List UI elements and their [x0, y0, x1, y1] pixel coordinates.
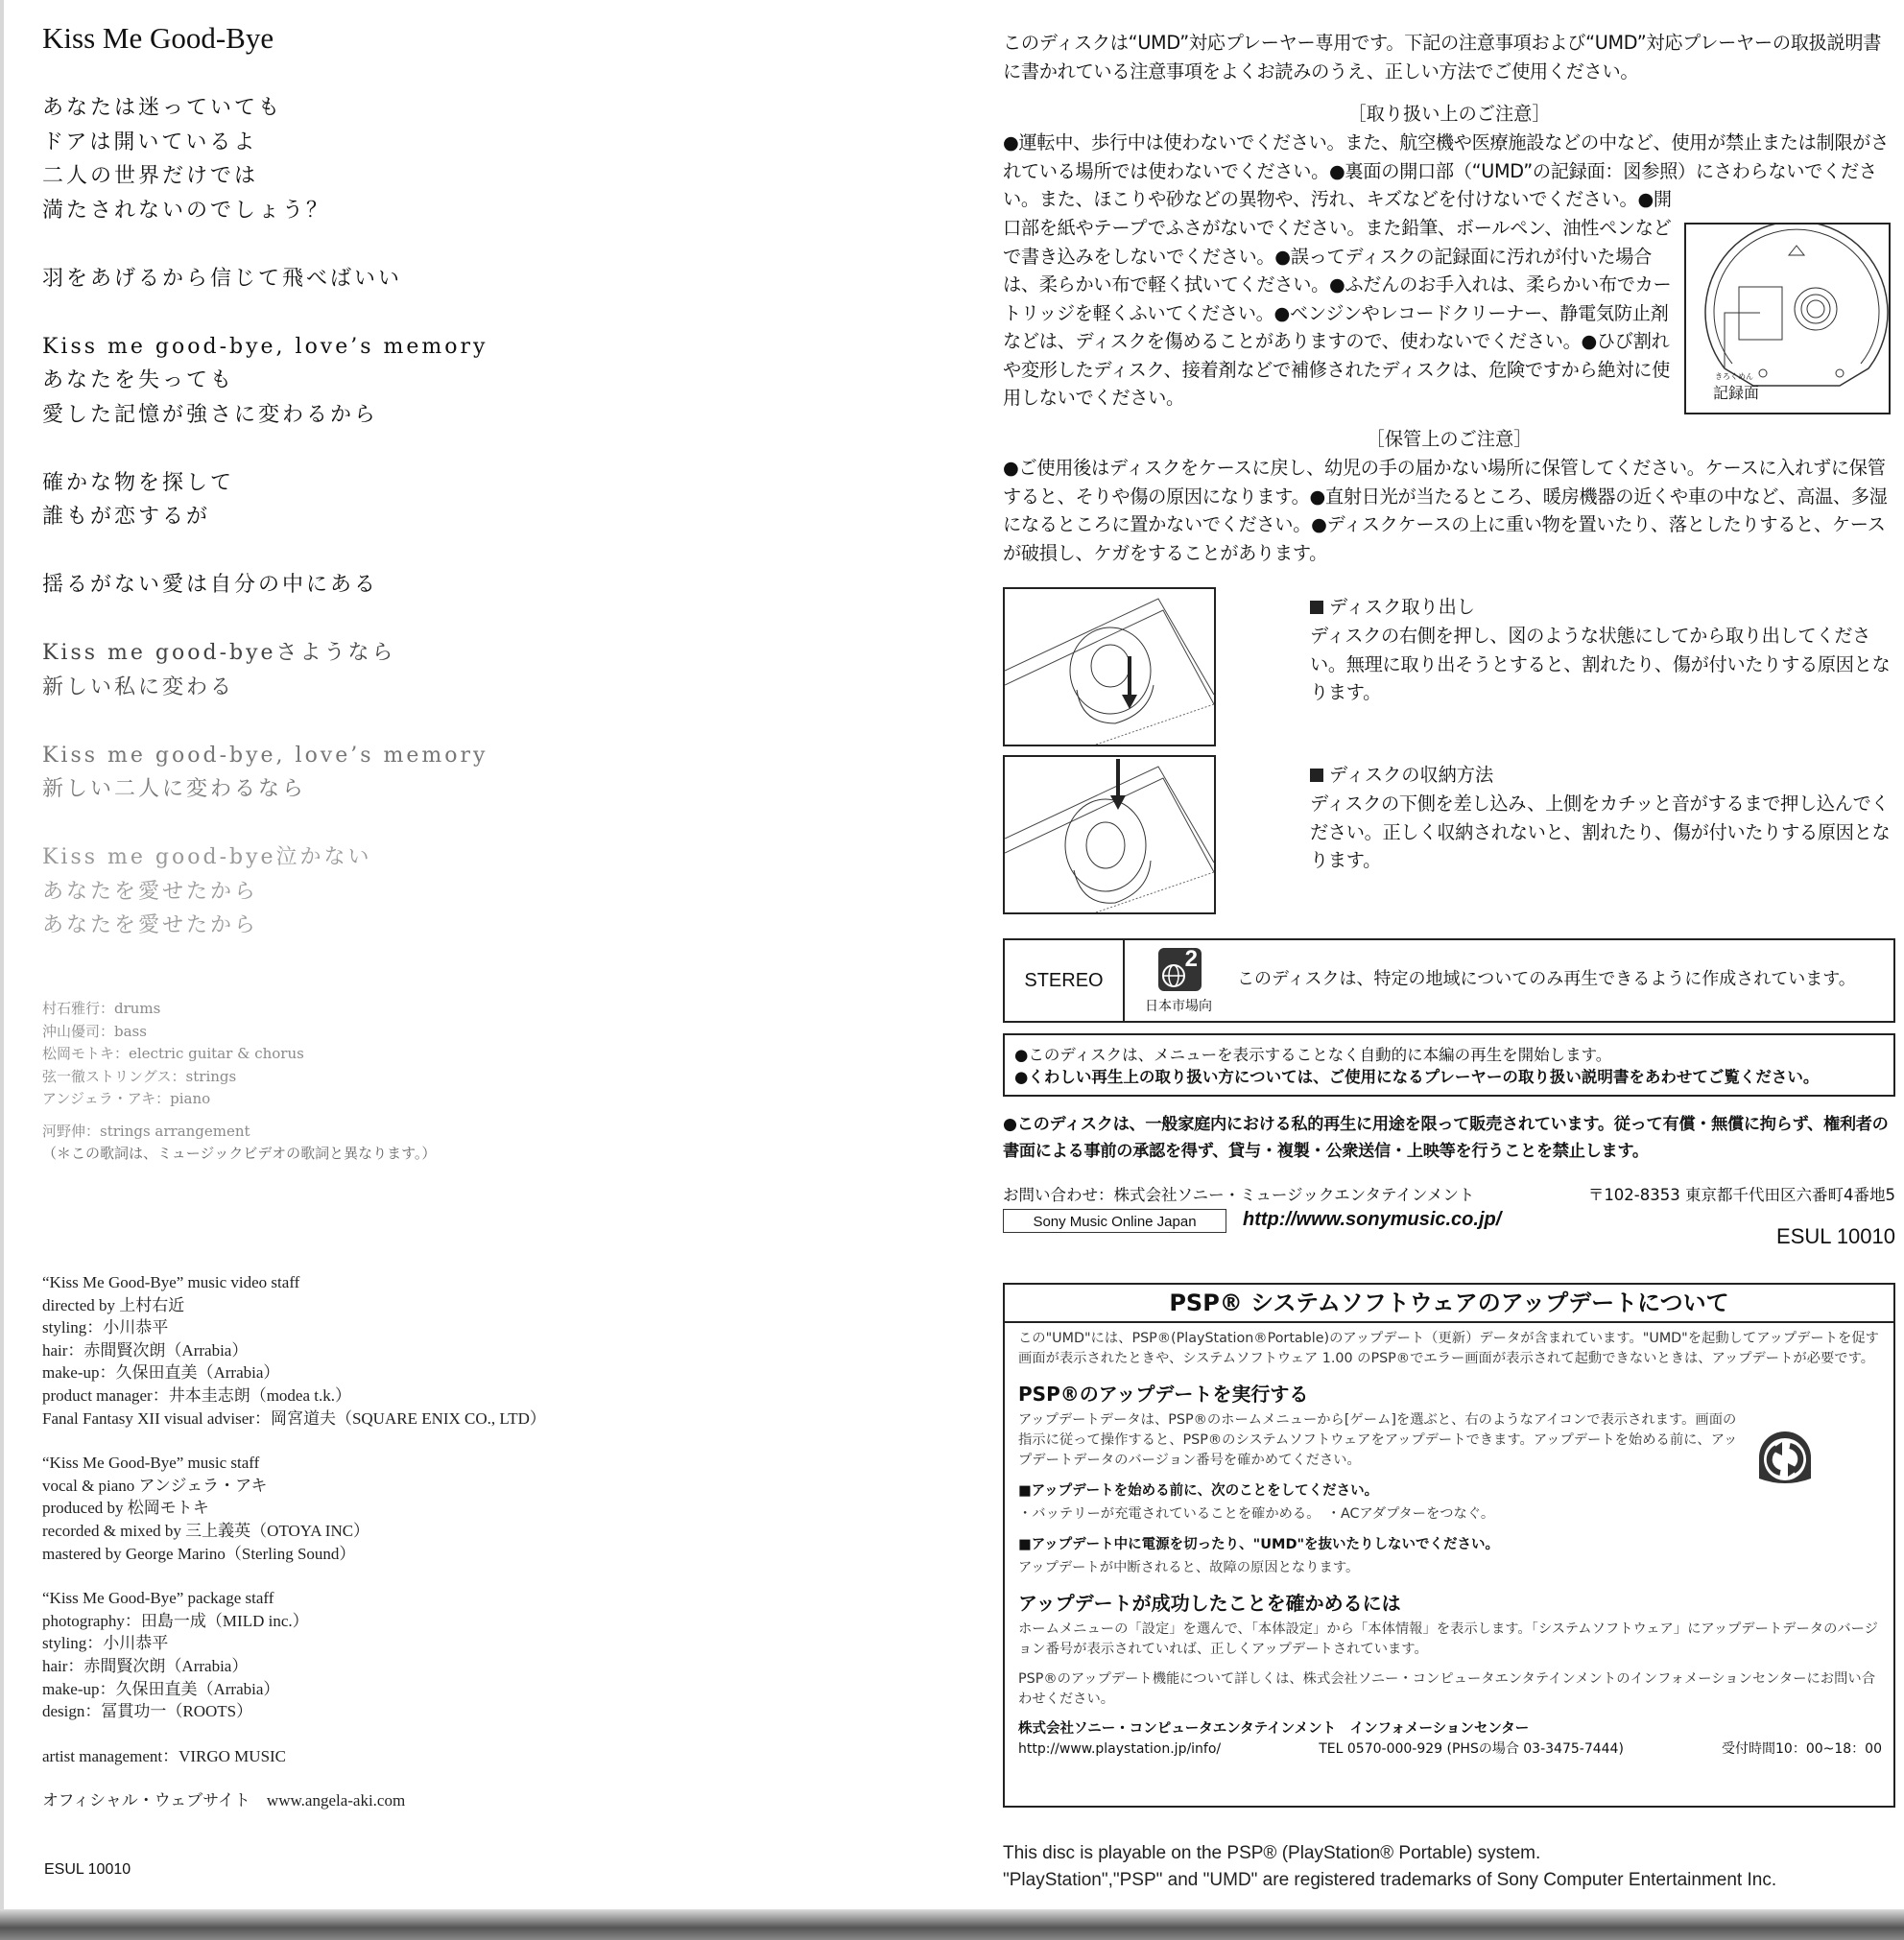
player-credits: [42, 998, 436, 1166]
lyrics-line: Kiss me good-byeさようなら: [42, 641, 396, 665]
staff-line: styling：小川恭平: [42, 1634, 169, 1653]
lyrics-stanza: [42, 568, 488, 603]
notice-page: [1003, 0, 1895, 1940]
staff-line: hair：赤間賢次朗（Arrabia）: [42, 1656, 249, 1675]
player-credit: 村石雅行：drums: [42, 1000, 161, 1017]
staff-line: make-up：久保田直美（Arrabia）: [42, 1363, 280, 1383]
psp-confirm-heading: アップデートが成功したことを確かめるには: [1018, 1592, 1401, 1615]
lyrics-line: Kiss me good-bye泣かない: [42, 845, 372, 869]
playback-notice-box: [1003, 1033, 1895, 1097]
umd-disc-diagram: [1684, 223, 1891, 414]
staff-block: [42, 1587, 546, 1723]
lyrics-line: 揺るがない愛は自分の中にある: [42, 573, 379, 597]
staff-line: vocal & piano アンジェラ・アキ: [42, 1476, 268, 1495]
player-credit: 沖山優司：bass: [42, 1022, 147, 1040]
lyrics-line: 誰もが恋するが: [42, 505, 211, 529]
lyrics-line: 二人の世界だけでは: [42, 164, 259, 188]
lyrics-stanza: [42, 91, 488, 227]
lyrics-note: （＊この歌詞は、ミュージックビデオの歌詞と異なります。）: [42, 1145, 437, 1162]
catalog-number: ESUL 10010: [44, 1861, 131, 1878]
staff-credits: [42, 1271, 546, 1834]
lyrics-line: あなたを失っても: [42, 368, 235, 392]
store-title: ディスクの収納方法: [1329, 764, 1494, 786]
lyrics-line: 確かな物を探して: [42, 470, 235, 495]
page-bottom-edge: [0, 1909, 1904, 1940]
eject-diagram: [1003, 587, 1216, 746]
staff-line: hair：赤間賢次朗（Arrabia）: [42, 1340, 249, 1360]
storage-heading: ［保管上のご注意］: [1366, 428, 1533, 450]
psp-hours: 受付時間10：00~18：00: [1722, 1741, 1882, 1757]
store-body: ディスクの下側を差し込み、上側をカチッと音がするまで押し込んでください。正しく収納されないと、割れたり、傷が付いたりする原因となります。: [1310, 793, 1891, 871]
contact-address: 〒102-8353 東京都千代田区六番町4番地5: [1587, 1186, 1895, 1204]
player-credit: 弦一徹ストリングス：strings: [42, 1067, 237, 1085]
staff-line: Fanal Fantasy XII visual adviser：岡宮道夫（SQUARE ENIX CO., LTD）: [42, 1408, 546, 1428]
handling-heading: ［取り扱い上のご注意］: [1347, 103, 1551, 125]
trademark-note: "PlayStation","PSP" and "UMD" are registered trademarks of Sony Computer Entertainment Inc.: [1003, 1870, 1777, 1890]
psp-info-center: 株式会社ソニー・コンピュータエンタテインメント インフォメーションセンター: [1018, 1721, 1530, 1737]
arrangement-credit: 河野伸：strings arrangement: [42, 1122, 250, 1140]
sony-music-online-label: Sony Music Online Japan: [1003, 1209, 1226, 1233]
psp-info-url[interactable]: http://www.playstation.jp/info/: [1018, 1741, 1222, 1757]
staff-line: produced by 松岡モトキ: [42, 1499, 209, 1518]
lyrics-line: ドアは開いているよ: [42, 130, 258, 154]
square-bullet-icon: [1310, 769, 1323, 782]
psp-no-poweroff-heading: ■アップデート中に電源を切ったり、"UMD"を抜いたりしないでください。: [1018, 1537, 1500, 1552]
staff-block: [42, 1789, 546, 1812]
eject-body: ディスクの右側を押し、図のような状態にしてから取り出してください。無理に取り出そうとすると、割れたり、傷が付いたりする原因となります。: [1310, 625, 1891, 703]
lyrics-line: Kiss me good-bye, love’s memory: [42, 334, 488, 359]
staff-line: “Kiss Me Good-Bye” music video staff: [42, 1273, 300, 1291]
contact-line: [1003, 1182, 1895, 1205]
sony-music-url[interactable]: http://www.sonymusic.co.jp/: [1243, 1209, 1502, 1230]
intro-text: このディスクは“UMD”対応プレーヤー専用です。下記の注意事項および“UMD”対応プレーヤーの取扱説明書に書かれている注意事項をよくお読みのうえ、正しい方法でご使用ください。: [1003, 32, 1882, 83]
catalog-number-right: ESUL 10010: [1776, 1224, 1895, 1248]
player-credit: アンジェラ・アキ：piano: [42, 1090, 211, 1107]
staff-line: オフィシャル・ウェブサイト www.angela-aki.com: [42, 1791, 406, 1810]
disc-eject-illustration: [1005, 589, 1214, 745]
staff-block: [42, 1271, 546, 1430]
psp-before-update-heading: ■アップデートを始める前に、次のことをしてください。: [1018, 1483, 1379, 1499]
notice-manual: ●くわしい再生上の取り扱い方については、ご使用になるプレーヤーの取り扱い説明書をあわせてご覧ください。: [1014, 1068, 1820, 1086]
square-bullet-icon: [1310, 601, 1323, 614]
english-footer: [1003, 1840, 1776, 1894]
psp-run-update-text: アップデートデータは、PSP®のホームメニューから[ゲーム]を選ぶと、右のようなアイコンで表示されます。画面の指示に従って操作すると、PSP®のシステムソフトウェアをアップデートできます。アップデートを始める前に、アップデートデータのバージョン番号を確かめてください。: [1018, 1412, 1738, 1468]
lyrics-stanza: [42, 262, 488, 296]
staff-line: product manager：井本圭志朗（modea t.k.）: [42, 1385, 351, 1405]
lyrics-line: あなたは迷っていても: [42, 96, 283, 120]
staff-block: [42, 1745, 546, 1768]
lyrics-line: あなたを愛せたから: [42, 913, 259, 937]
refresh-arrows-icon: [1753, 1429, 1817, 1492]
psp-intro: この"UMD"には、PSP®(PlayStation®Portable)のアップデート（更新）データが含まれています。"UMD"を起動してアップデートを促す画面が表示されたときや、システムソフトウェア 1.00 のPSP®でエラー画面が表示されて起動できないときは、アップデートが必要です。: [1018, 1331, 1879, 1366]
region-market: 日本市場向: [1145, 999, 1212, 1014]
store-instructions: [1310, 761, 1895, 875]
disc-store-illustration: [1005, 757, 1214, 912]
player-credit: 松岡モトキ：electric guitar & chorus: [42, 1045, 304, 1062]
notice-autoplay: ●このディスクは、メニューを表示することなく自動的に本編の再生を開始します。: [1014, 1046, 1612, 1064]
region-text: このディスクは、特定の地域についてのみ再生できるように作成されています。: [1237, 969, 1856, 989]
lyrics-page: [0, 0, 950, 1940]
psp-info-text: PSP®のアップデート機能について詳しくは、株式会社ソニー・コンピュータエンタテインメントのインフォメーションセンターにお問い合わせください。: [1018, 1671, 1875, 1707]
staff-line: mastered by George Marino（Sterling Sound）: [42, 1544, 356, 1563]
staff-line: recorded & mixed by 三上義英（OTOYA INC）: [42, 1521, 370, 1540]
lyrics-stanza: [42, 636, 488, 704]
staff-line: styling：小川恭平: [42, 1318, 169, 1337]
handling-text-1: ●運転中、歩行中は使わないでください。また、航空機や医療施設などの中など、使用が禁止または制限がされている場所では使わないでください。●裏面の開口部（“UMD”の記録面：図参照）にさわらないでください。また、ほこりや砂などの異物や、汚れ、キズなどを付けないでください。●開: [1003, 131, 1890, 210]
staff-line: “Kiss Me Good-Bye” package staff: [42, 1589, 274, 1608]
store-diagram: [1003, 755, 1216, 914]
storage-text: ●ご使用後はディスクをケースに戻し、幼児の手の届かない場所に保管してください。ケースに入れずに保管すると、そりや傷の原因になります。●直射日光が当たるところ、暖房機器の近くや車の中など、高温、多湿になるところに置かないでください。●ディスクケースの上に重い物を置いたり、落としたりすると、ケースが破損し、ケガをすることがあります。: [1003, 457, 1888, 564]
eject-title: ディスク取り出し: [1329, 596, 1475, 618]
staff-line: design：冨貫功一（ROOTS）: [42, 1702, 253, 1721]
psp-no-poweroff-text: アップデートが中断されると、故障の原因となります。: [1018, 1560, 1360, 1575]
psp-run-update-heading: PSP®のアップデートを実行する: [1018, 1383, 1309, 1406]
staff-block: [42, 1452, 546, 1565]
lyrics-stanza: [42, 330, 488, 433]
psp-playable-note: This disc is playable on the PSP® (PlayStation® Portable) system.: [1003, 1843, 1541, 1863]
lyrics-line: 愛した記憶が強さに変わるから: [42, 402, 379, 427]
contact-company: お問い合わせ：株式会社ソニー・ミュージックエンタテインメント: [1003, 1186, 1475, 1204]
legal-notice: ●このディスクは、一般家庭内における私的再生に用途を限って販売されています。従って有償・無償に拘らず、権利者の書面による事前の承認を得ず、貸与・複製・公衆送信・上映等を行うことを禁止します。: [1003, 1115, 1889, 1161]
lyrics-line: 新しい私に変わる: [42, 674, 235, 699]
staff-line: “Kiss Me Good-Bye” music staff: [42, 1454, 260, 1473]
lyrics-stanza: [42, 840, 488, 943]
psp-update-title: PSP® システムソフトウェアのアップデートについて: [1005, 1285, 1893, 1323]
region-globe-icon: [1158, 948, 1202, 991]
handling-text-2: 口部を紙やテープでふさがないでください。また鉛筆、ボールペン、油性ペンなどで書き込みをしないでください。●誤ってディスクの記録面に汚れが付いた場合は、柔らかい布で軽く拭いてください。●ふだんのお手入れは、柔らかい布でカートリッジを軽くふいてください。●ベンジンやレコードクリーナー、静電気防止剤などは、ディスクを傷めることがありますので、使わないでください。●ひび割れや変形したディスク、接着剤などで補修されたディスクは、危険ですから絶対に使用しないでください。: [1003, 217, 1672, 409]
region-number: 2: [1184, 946, 1198, 972]
stereo-label: STEREO: [1005, 940, 1125, 1021]
staff-line: make-up：久保田直美（Arrabia）: [42, 1679, 280, 1698]
disc-label-ruby: きろくめん: [1715, 372, 1753, 381]
staff-line: directed by 上村右近: [42, 1295, 185, 1314]
lyrics-line: 満たされないのでしょう？: [42, 198, 331, 223]
psp-tel: TEL 0570-000-929 (PHSの場合 03-3475-7444): [1319, 1741, 1624, 1757]
staff-line: photography：田島一成（MILD inc.）: [42, 1611, 309, 1630]
stereo-region-box: [1003, 938, 1895, 1023]
lyrics-stanza: [42, 466, 488, 534]
song-title: Kiss Me Good-Bye: [42, 21, 274, 55]
lyrics: [42, 91, 488, 977]
staff-line: artist management：VIRGO MUSIC: [42, 1746, 287, 1765]
lyrics-stanza: [42, 739, 488, 807]
disc-label: 記録面: [1713, 384, 1760, 402]
psp-confirm-text: ホームメニューの「設定」を選んで、「本体設定」から「本体情報」を表示します。「システムソフトウェア」にアップデートデータのバージョン番号が表示されていれば、正しくアップデートされています。: [1018, 1621, 1878, 1657]
eject-instructions: [1310, 593, 1895, 707]
lyrics-line: 新しい二人に変わるなら: [42, 777, 307, 801]
lyrics-line: 羽をあげるから信じて飛べばいい: [42, 266, 403, 291]
psp-before-update-text: ・バッテリーが充電されていることを確かめる。 ・ACアダプターをつなぐ。: [1018, 1506, 1495, 1522]
psp-update-box: [1003, 1283, 1895, 1808]
lyrics-line: Kiss me good-bye, love’s memory: [42, 743, 488, 768]
update-data-icon: [1753, 1429, 1817, 1492]
lyrics-line: あなたを愛せたから: [42, 879, 259, 904]
psp-contact: [1018, 1719, 1882, 1760]
